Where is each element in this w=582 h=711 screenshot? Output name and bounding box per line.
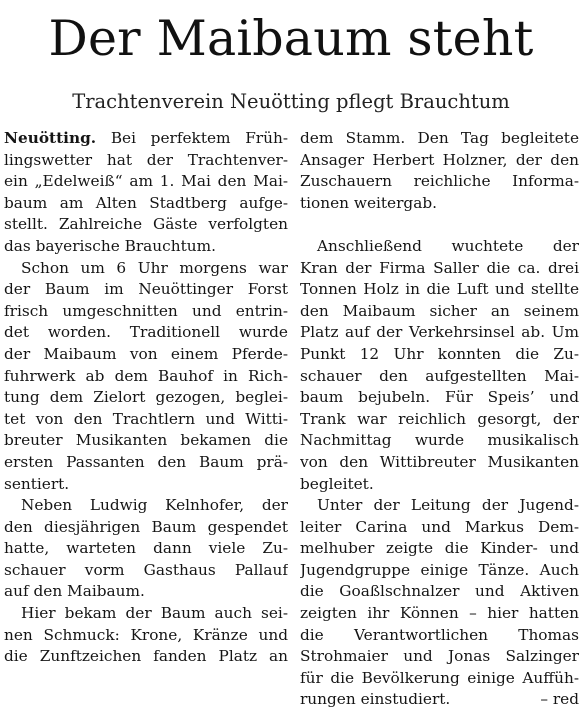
article-text-line bbox=[300, 366, 579, 388]
article-text-line bbox=[4, 560, 288, 582]
article-signature: – red bbox=[540, 690, 579, 709]
article-text-line bbox=[4, 603, 288, 625]
article-text-line bbox=[300, 668, 579, 690]
article-text: Neben Ludwig Kelnhofer, der bbox=[21, 496, 288, 515]
article-text: leiter Carina und Markus Dem- bbox=[300, 517, 579, 536]
article-text: Kran der Firma Saller die ca. drei bbox=[300, 258, 579, 277]
article-text-line bbox=[4, 344, 288, 366]
article-text: hatte, warteten dann viele Zu- bbox=[4, 539, 288, 558]
article-text-line bbox=[4, 646, 288, 668]
article-text: sentiert. bbox=[4, 474, 70, 493]
article-text: nen Schmuck: Krone, Kränze und bbox=[4, 625, 288, 644]
article-text: tionen weitergab. bbox=[300, 193, 437, 212]
article-text: melhuber zeigte die Kinder- und bbox=[300, 539, 579, 558]
article-text-line bbox=[300, 603, 579, 625]
article-text: lingswetter hat der Trachtenver- bbox=[4, 150, 288, 169]
article-text: baum bejubeln. Für Speis’ und bbox=[300, 388, 579, 407]
article-text-line bbox=[300, 495, 579, 517]
article-text: Strohmaier und Jonas Salzinger bbox=[300, 647, 579, 666]
article-text-line bbox=[4, 517, 288, 539]
article-column-left bbox=[4, 128, 288, 668]
article-text-line bbox=[4, 387, 288, 409]
article-text: baum am Alten Stadtberg aufge- bbox=[4, 193, 288, 212]
article-text-line bbox=[300, 538, 579, 560]
article-text-line bbox=[300, 236, 579, 258]
article-text-line bbox=[300, 301, 579, 323]
article-text-line bbox=[4, 258, 288, 280]
article-text-line bbox=[4, 171, 288, 193]
article-text: breuter Musikanten bekamen die bbox=[4, 431, 288, 450]
article-text: Bei perfektem Früh- bbox=[110, 129, 288, 147]
article-text: zeigten ihr Können – hier hatten bbox=[300, 604, 579, 623]
article-text-line bbox=[300, 646, 579, 668]
article-text-line bbox=[300, 517, 579, 539]
article-text: der Baum im Neuöttinger Forst bbox=[4, 280, 288, 299]
article-text-line bbox=[300, 430, 579, 452]
article-text-line bbox=[4, 322, 288, 344]
article-text: die Goaßlschnalzer und Aktiven bbox=[300, 582, 579, 601]
article-text: tet von den Trachtlern und Witti- bbox=[4, 409, 288, 428]
article-text-line bbox=[300, 560, 579, 582]
article-text: Nachmittag wurde musikalisch bbox=[300, 431, 579, 450]
article-text-line bbox=[300, 689, 579, 711]
article-text-line bbox=[300, 258, 579, 280]
article-text: die Zunftzeichen fanden Platz an bbox=[4, 647, 288, 666]
article-text-line bbox=[4, 128, 288, 150]
article-headline: Der Maibaum steht bbox=[48, 10, 534, 67]
article-text-line bbox=[300, 452, 579, 474]
article-text-line bbox=[4, 452, 288, 474]
article-text: Zuschauern reichliche Informa- bbox=[300, 172, 579, 191]
article-column-right bbox=[300, 128, 579, 711]
article-text: Platz auf der Verkehrsinsel ab. Um bbox=[300, 323, 579, 342]
article-text-line bbox=[4, 495, 288, 517]
article-text-line bbox=[300, 279, 579, 301]
article-text-line bbox=[4, 236, 288, 258]
article-text: dem Stamm. Den Tag begleitete bbox=[300, 129, 579, 147]
article-text: fuhrwerk ab dem Bauhof in Rich- bbox=[4, 366, 288, 385]
article-text: Punkt 12 Uhr konnten die Zu- bbox=[300, 344, 579, 363]
article-text: den diesjährigen Baum gespendet bbox=[4, 517, 288, 536]
article-text-line bbox=[4, 409, 288, 431]
article-text: auf den Maibaum. bbox=[4, 582, 145, 601]
article-text: Ansager Herbert Holzner, der den bbox=[300, 150, 579, 169]
article-text: begleitet. bbox=[300, 474, 374, 493]
article-text: den Maibaum sicher an seinem bbox=[300, 301, 579, 320]
article-text-line bbox=[4, 430, 288, 452]
article-text-line bbox=[300, 387, 579, 409]
article-text: Trank war reichlich gesorgt, der bbox=[300, 409, 579, 428]
article-text-line bbox=[300, 625, 579, 647]
article-text: frisch umgeschnitten und entrin- bbox=[4, 301, 288, 320]
article-text-line bbox=[4, 214, 288, 236]
article-text-line bbox=[300, 474, 579, 496]
article-text-line bbox=[4, 474, 288, 496]
article-text: ein „Edelweiß“ am 1. Mai den Mai- bbox=[4, 172, 288, 191]
article-text: Tonnen Holz in die Luft und stellte bbox=[300, 280, 579, 299]
article-text-line bbox=[300, 150, 579, 172]
article-text-line bbox=[4, 193, 288, 215]
article-text-line bbox=[300, 581, 579, 603]
article-subheadline: Trachtenverein Neuötting pflegt Brauchtum bbox=[72, 90, 510, 113]
article-text-line bbox=[4, 538, 288, 560]
article-text: det worden. Traditionell wurde bbox=[4, 323, 288, 342]
article-text-line bbox=[4, 366, 288, 388]
article-text-line bbox=[300, 193, 579, 215]
article-text-line bbox=[300, 171, 579, 193]
article-text: tung dem Zielort gezogen, beglei- bbox=[4, 388, 288, 407]
article-text-line bbox=[4, 301, 288, 323]
article-text: schauer vorm Gasthaus Pallauf bbox=[4, 560, 288, 579]
article-text-line bbox=[300, 128, 579, 150]
article-text: für die Bevölkerung einige Auffüh- bbox=[300, 668, 579, 687]
article-text-line bbox=[300, 344, 579, 366]
article-text-line bbox=[300, 214, 579, 236]
article-text: Jugendgruppe einige Tänze. Auch bbox=[300, 560, 579, 579]
article-text: Hier bekam der Baum auch sei- bbox=[21, 604, 288, 623]
article-text: die Verantwortlichen Thomas bbox=[300, 625, 579, 644]
article-text: ersten Passanten den Baum prä- bbox=[4, 452, 288, 471]
article-text: der Maibaum von einem Pferde- bbox=[4, 344, 288, 363]
article-text: das bayerische Brauchtum. bbox=[4, 236, 216, 255]
article-text: Schon um 6 Uhr morgens war bbox=[21, 258, 288, 277]
article-text: Unter der Leitung der Jugend- bbox=[317, 496, 579, 515]
article-text-line bbox=[4, 150, 288, 172]
article-text-line bbox=[300, 322, 579, 344]
article-text: stellt. Zahlreiche Gäste verfolgten bbox=[4, 215, 288, 234]
article-text: rungen einstudiert. bbox=[300, 690, 451, 709]
article-text-line bbox=[300, 409, 579, 431]
article-text: von den Wittibreuter Musikanten bbox=[300, 452, 579, 471]
article-text: schauer den aufgestellten Mai- bbox=[300, 366, 579, 385]
article-text: Anschließend wuchtete der bbox=[317, 236, 579, 255]
article-text-line bbox=[4, 625, 288, 647]
article-text-line bbox=[4, 279, 288, 301]
article-text-line bbox=[4, 581, 288, 603]
article-dateline: Neuötting. bbox=[4, 129, 97, 147]
